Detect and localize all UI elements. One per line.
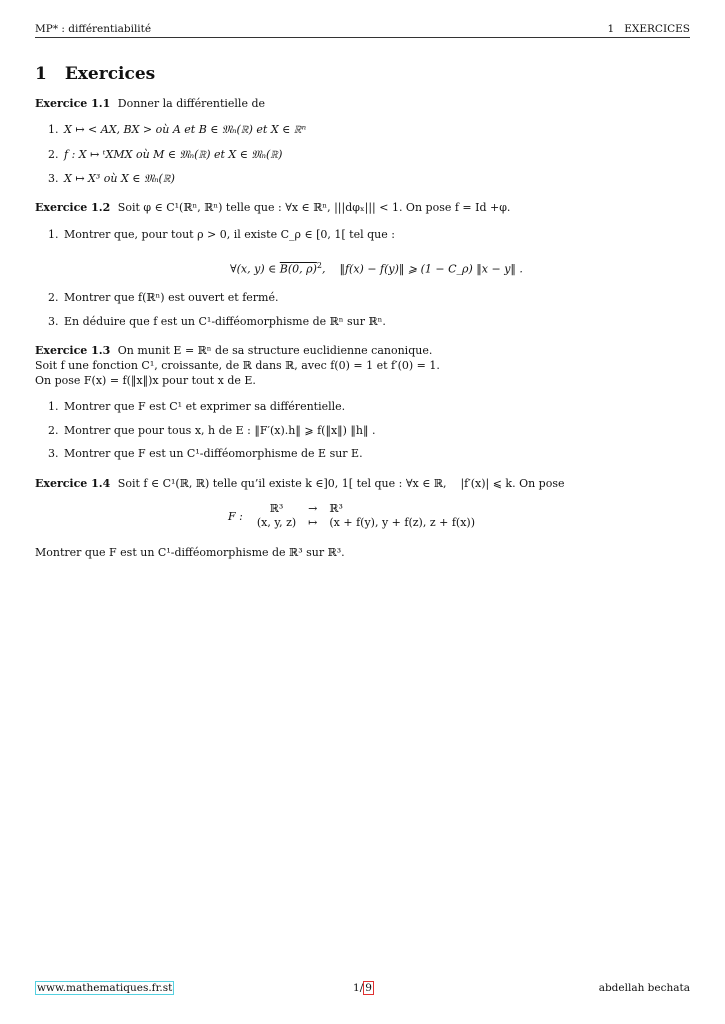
page-number — [353, 982, 374, 994]
exercise-1-4-statement — [35, 476, 695, 491]
list-item — [48, 227, 395, 242]
exercise-1-4-conclusion: Montrer que F est un C¹-difféomorphisme de ℝ³ sur ℝ³. — [35, 546, 345, 559]
map-table — [251, 502, 481, 530]
map-codomain: ℝ³ — [329, 502, 343, 515]
map-row-rule — [251, 516, 481, 530]
list-item — [48, 122, 306, 137]
page-separator: / — [359, 982, 364, 994]
item-number: 3. — [48, 447, 59, 460]
exercise-label: Exercice 1.2 — [35, 201, 111, 214]
page-current: 1 — [353, 982, 360, 994]
list-item — [48, 171, 175, 186]
map-arrow: → — [308, 502, 318, 515]
exercise-label: Exercice 1.1 — [35, 97, 111, 110]
exercise-text: Soit f ∈ C¹(ℝ, ℝ) telle qu’il existe k ∈]0, 1[ tel que : ∀x ∈ ℝ, |f′(x)| ⩽ k. On pose — [117, 477, 565, 490]
map-name: F : — [228, 509, 243, 523]
item-number: 2. — [48, 291, 59, 304]
item-text: En déduire que f est un C¹-difféomorphisme de ℝⁿ sur ℝⁿ. — [64, 315, 386, 328]
exercise-label: Exercice 1.3 — [35, 344, 111, 357]
exercise-line-1: On munit E = ℝⁿ de sa structure euclidienne canonique. — [117, 344, 433, 357]
item-text: f : X ↦ ᵗXMX où M ∈ 𝔐ₙ(ℝ) et X ∈ 𝔐ₙ(ℝ) — [64, 148, 283, 161]
map-output: (x + f(y), y + f(z), z + f(x)) — [329, 516, 475, 529]
footer-author: abdellah bechata — [598, 982, 690, 994]
display-formula — [230, 258, 523, 277]
website-link[interactable]: www.mathematiques.fr.st — [37, 982, 173, 994]
list-item — [48, 290, 278, 305]
list-item — [48, 147, 282, 162]
item-text: Montrer que pour tous x, h de E : ‖F′(x).h‖ ⩾ f(‖x‖) ‖h‖ . — [64, 424, 376, 437]
page-total-link[interactable]: 9 — [365, 982, 372, 994]
exercise-line-2: Soit f une fonction C¹, croissante, de ℝ dans ℝ, avec f(0) = 1 et f′(0) = 1. — [35, 359, 440, 372]
formula-left: ∀(x, y) ∈ — [230, 262, 280, 276]
section-title — [35, 64, 155, 84]
map-input: (x, y, z) — [256, 516, 297, 529]
exercise-text: Donner la différentielle de — [117, 97, 266, 110]
item-number: 1. — [48, 400, 59, 413]
item-number: 3. — [48, 172, 59, 185]
header-right: 1 EXERCICES — [607, 23, 690, 35]
page-header — [35, 23, 690, 38]
item-text: Montrer que f(ℝⁿ) est ouvert et fermé. — [64, 291, 279, 304]
list-item — [48, 446, 363, 461]
exercise-1-3-statement — [35, 343, 695, 388]
formula-right: , ‖f(x) − f(y)‖ ⩾ (1 − C_ρ) ‖x − y‖ . — [322, 262, 523, 276]
item-number: 1. — [48, 228, 59, 241]
item-text: Montrer que F est un C¹-difféomorphisme de E sur E. — [64, 447, 363, 460]
item-number: 2. — [48, 424, 59, 437]
section-number: 1 — [35, 64, 47, 84]
item-text: X ↦ < AX, BX > où A et B ∈ 𝔐ₙ(ℝ) et X ∈ ℝⁿ — [64, 123, 307, 136]
item-text: Montrer que F est C¹ et exprimer sa différentielle. — [64, 400, 346, 413]
exercise-line-3: On pose F(x) = f(‖x‖)x pour tout x de E. — [35, 374, 256, 387]
list-item — [48, 423, 376, 438]
formula-exponent: 2 — [316, 261, 322, 270]
section-heading: Exercices — [64, 64, 156, 84]
list-item — [48, 314, 386, 329]
exercise-text: Soit φ ∈ C¹(ℝⁿ, ℝⁿ) telle que : ∀x ∈ ℝⁿ, |||dφₓ||| < 1. On pose f = Id +φ. — [117, 201, 511, 214]
exercise-1-1-statement — [35, 96, 695, 111]
footer-link[interactable] — [35, 982, 174, 994]
map-mapsto: ↦ — [308, 516, 318, 529]
item-text: Montrer que, pour tout ρ > 0, il existe C_ρ ∈ [0, 1[ tel que : — [64, 228, 395, 241]
list-item — [48, 399, 345, 414]
map-definition — [228, 502, 481, 530]
item-number: 1. — [48, 123, 59, 136]
exercise-1-2-statement — [35, 200, 695, 215]
formula-ball: B(0, ρ) — [279, 262, 317, 276]
map-row-domain — [251, 502, 481, 516]
item-number: 3. — [48, 315, 59, 328]
item-number: 2. — [48, 148, 59, 161]
header-left: MP* : différentiabilité — [35, 23, 152, 35]
item-text: X ↦ X³ où X ∈ 𝔐ₙ(ℝ) — [64, 172, 175, 185]
map-domain: ℝ³ — [269, 502, 284, 515]
exercise-label: Exercice 1.4 — [35, 477, 111, 490]
